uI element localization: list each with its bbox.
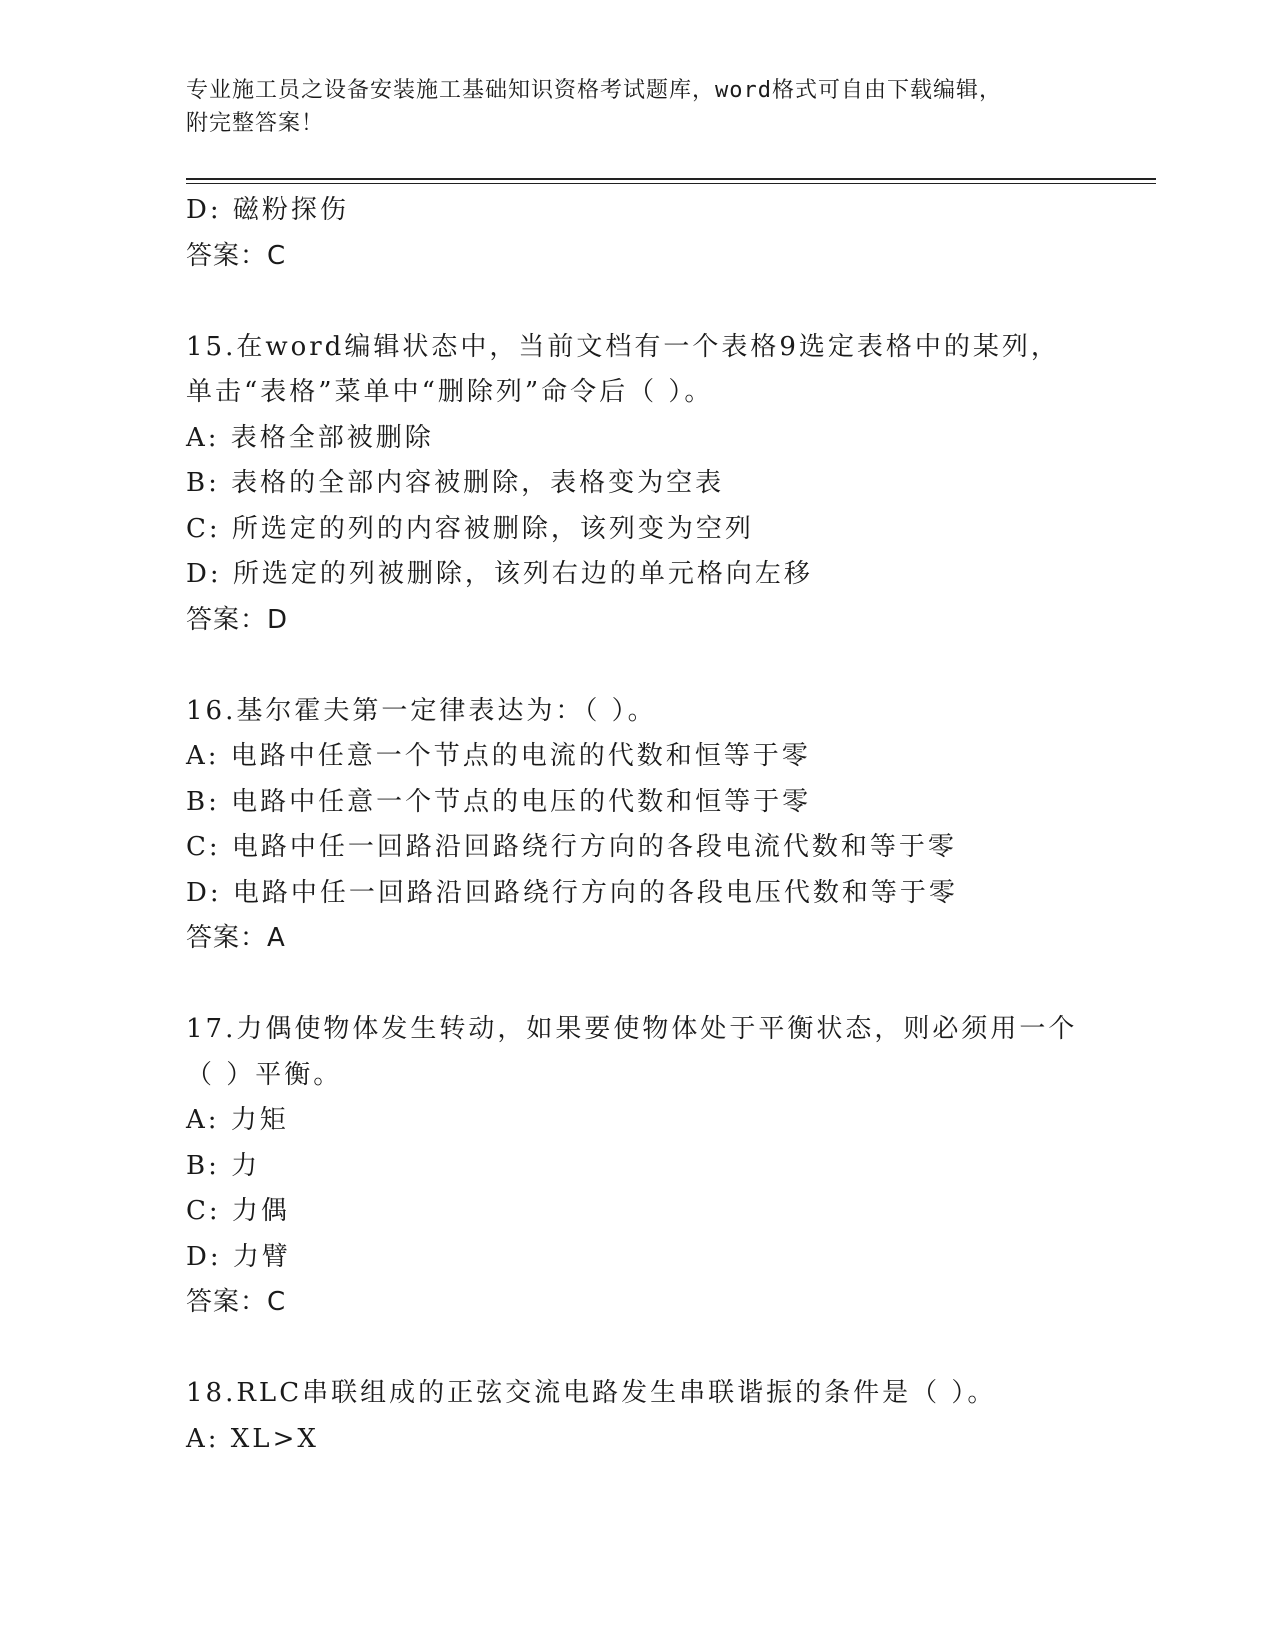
option-c: C: 力偶 bbox=[186, 1196, 290, 1226]
question-stem-cont: （ ）平衡。 bbox=[186, 1059, 343, 1090]
header-line-1: 专业施工员之设备安装施工基础知识资格考试题库，word格式可自由下载编辑， bbox=[186, 78, 1002, 103]
question-stem-cont: 单击“表格”菜单中“删除列”命令后（ ）。 bbox=[186, 377, 714, 407]
header-rule-thick bbox=[186, 178, 1156, 180]
header-rule-thin bbox=[186, 183, 1156, 184]
answer: 答案：D bbox=[186, 604, 289, 635]
option-b: B: 力 bbox=[186, 1150, 261, 1181]
spacer bbox=[186, 279, 1156, 325]
document-header bbox=[186, 74, 1086, 140]
document-body bbox=[186, 188, 1156, 1462]
option-a: A: 电路中任意一个节点的电流的代数和恒等于零 bbox=[186, 741, 811, 771]
option-b: B: 表格的全部内容被删除，表格变为空表 bbox=[186, 468, 725, 498]
question-stem: 16.基尔霍夫第一定律表达为：（ ）。 bbox=[186, 695, 657, 726]
option-d: D: 电路中任一回路沿回路绕行方向的各段电压代数和等于零 bbox=[186, 877, 958, 908]
question-18 bbox=[186, 1371, 1156, 1462]
question-stem: 17.力偶使物体发生转动，如果要使物体处于平衡状态，则必须用一个 bbox=[186, 1014, 1078, 1044]
option-a: A: 力矩 bbox=[186, 1105, 289, 1135]
option-c: C: 所选定的列的内容被删除，该列变为空列 bbox=[186, 513, 754, 544]
spacer bbox=[186, 643, 1156, 689]
option-d: D: 所选定的列被删除，该列右边的单元格向左移 bbox=[186, 559, 813, 589]
question-15 bbox=[186, 325, 1156, 644]
prev-option-d: D: 磁粉探伤 bbox=[186, 195, 349, 225]
option-d: D: 力臂 bbox=[186, 1241, 291, 1272]
question-stem: 15.在word编辑状态中，当前文档有一个表格9选定表格中的某列， bbox=[186, 331, 1060, 362]
option-a: A: XL>X bbox=[186, 1423, 319, 1454]
question-16 bbox=[186, 689, 1156, 962]
answer: 答案：A bbox=[186, 923, 286, 953]
option-a: A: 表格全部被删除 bbox=[186, 422, 434, 453]
answer: 答案：C bbox=[186, 1287, 287, 1317]
spacer bbox=[186, 962, 1156, 1008]
option-c: C: 电路中任一回路沿回路绕行方向的各段电流代数和等于零 bbox=[186, 832, 957, 862]
question-17 bbox=[186, 1007, 1156, 1326]
spacer bbox=[186, 1326, 1156, 1372]
header-line-2: 附完整答案！ bbox=[186, 111, 325, 136]
prev-answer: 答案：C bbox=[186, 240, 287, 271]
option-b: B: 电路中任意一个节点的电压的代数和恒等于零 bbox=[186, 786, 812, 817]
question-stem: 18.RLC串联组成的正弦交流电路发生串联谐振的条件是（ ）。 bbox=[186, 1378, 997, 1408]
